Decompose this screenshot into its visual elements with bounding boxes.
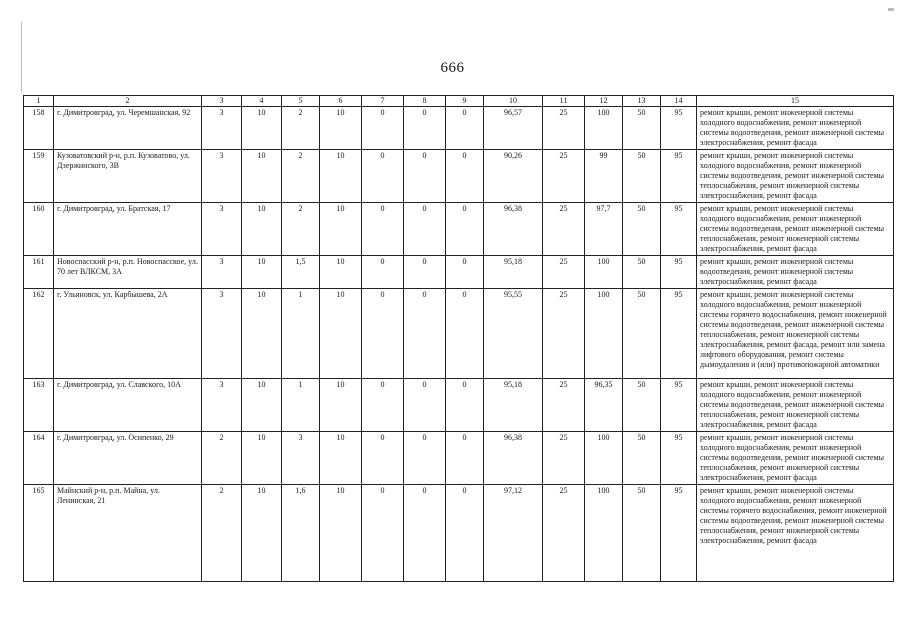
- value-cell: 10: [242, 150, 282, 203]
- row-number: 161: [24, 256, 54, 289]
- value-cell: 10: [320, 256, 362, 289]
- address-cell: г. Димитровград, ул. Славского, 10А: [54, 379, 202, 432]
- address-cell: г. Ульяновск, ул. Карбышева, 2А: [54, 289, 202, 379]
- value-cell: 100: [585, 432, 623, 485]
- value-cell: 95: [661, 256, 697, 289]
- value-cell: 3: [202, 150, 242, 203]
- value-cell: 95: [661, 432, 697, 485]
- value-cell: 25: [543, 256, 585, 289]
- value-cell: 0: [362, 256, 404, 289]
- value-cell: 95: [661, 203, 697, 256]
- scan-edge-mark: [21, 22, 22, 92]
- value-cell: 25: [543, 379, 585, 432]
- value-cell: 3: [202, 379, 242, 432]
- row-number: 160: [24, 203, 54, 256]
- address-cell: г. Димитровград, ул. Братская, 17: [54, 203, 202, 256]
- value-cell: 0: [362, 150, 404, 203]
- value-cell: 99: [585, 150, 623, 203]
- value-cell: 50: [623, 432, 661, 485]
- row-number: 159: [24, 150, 54, 203]
- value-cell: 0: [446, 289, 484, 379]
- value-cell: 25: [543, 150, 585, 203]
- works-cell: ремонт крыши, ремонт инженерной системы холодного водоснабжения, ремонт инженерной системы водоотведения, ремонт инженерной системы теплоснабжения, ремонт инженерной системы электроснабжения, ремонт фасада: [697, 203, 894, 256]
- score-cell: 97,12: [484, 485, 543, 582]
- value-cell: 0: [362, 107, 404, 150]
- value-cell: 0: [446, 150, 484, 203]
- value-cell: 0: [362, 379, 404, 432]
- works-cell: ремонт крыши, ремонт инженерной системы холодного водоснабжения, ремонт инженерной системы горячего водоснабжения, ремонт инженерной системы водоотведения, ремонт инженерной системы теплоснабжения, ремонт инженерной системы электроснабжения, ремонт фасада, ремонт или замена лифтового оборудования, ремонт системы дымоудаления и (или) противопожарной автоматики: [697, 289, 894, 379]
- column-number: 2: [54, 96, 202, 107]
- score-cell: 96,38: [484, 203, 543, 256]
- column-number: 6: [320, 96, 362, 107]
- column-number: 12: [585, 96, 623, 107]
- value-cell: 0: [362, 289, 404, 379]
- value-cell: 10: [320, 485, 362, 582]
- score-cell: 95,55: [484, 289, 543, 379]
- works-cell: ремонт крыши, ремонт инженерной системы водоотведения, ремонт инженерной системы электроснабжения, ремонт фасада: [697, 256, 894, 289]
- value-cell: 97,7: [585, 203, 623, 256]
- table-row: [24, 203, 894, 256]
- value-cell: 10: [242, 485, 282, 582]
- value-cell: 50: [623, 203, 661, 256]
- value-cell: 25: [543, 432, 585, 485]
- address-cell: Новоспасский р-н, р.п. Новоспасское, ул. 70 лет ВЛКСМ, 3А: [54, 256, 202, 289]
- value-cell: 3: [202, 289, 242, 379]
- column-number: 5: [282, 96, 320, 107]
- column-number: 7: [362, 96, 404, 107]
- value-cell: 25: [543, 107, 585, 150]
- table-row: [24, 432, 894, 485]
- value-cell: 10: [320, 107, 362, 150]
- value-cell: 95: [661, 485, 697, 582]
- column-number: 15: [697, 96, 894, 107]
- value-cell: 0: [446, 256, 484, 289]
- column-number-row: [24, 96, 894, 107]
- row-number: 163: [24, 379, 54, 432]
- value-cell: 2: [282, 150, 320, 203]
- works-cell: ремонт крыши, ремонт инженерной системы холодного водоснабжения, ремонт инженерной системы водоотведения, ремонт инженерной системы теплоснабжения, ремонт инженерной системы электроснабжения, ремонт фасада: [697, 150, 894, 203]
- value-cell: 10: [320, 150, 362, 203]
- value-cell: 50: [623, 485, 661, 582]
- address-cell: г. Димитровград, ул. Черемшанская, 92: [54, 107, 202, 150]
- value-cell: 1: [282, 379, 320, 432]
- score-cell: 96,38: [484, 432, 543, 485]
- row-number: 164: [24, 432, 54, 485]
- table-row: [24, 150, 894, 203]
- value-cell: 95: [661, 150, 697, 203]
- address-cell: Кузоватовский р-н, р.п. Кузоватово, ул. Дзержинского, 3В: [54, 150, 202, 203]
- value-cell: 2: [202, 432, 242, 485]
- value-cell: 100: [585, 289, 623, 379]
- column-number: 8: [404, 96, 446, 107]
- value-cell: 10: [242, 107, 282, 150]
- column-number: 3: [202, 96, 242, 107]
- value-cell: 0: [404, 485, 446, 582]
- value-cell: 0: [362, 485, 404, 582]
- page-number: 666: [440, 60, 465, 76]
- value-cell: 10: [320, 203, 362, 256]
- value-cell: 0: [446, 203, 484, 256]
- value-cell: 95: [661, 379, 697, 432]
- works-cell: ремонт крыши, ремонт инженерной системы холодного водоснабжения, ремонт инженерной системы горячего водоснабжения, ремонт инженерной системы водоотведения, ремонт инженерной системы теплоснабжения, ремонт инженерной системы электроснабжения, ремонт фасада: [697, 485, 894, 582]
- column-number: 13: [623, 96, 661, 107]
- column-number: 1: [24, 96, 54, 107]
- value-cell: 1,5: [282, 256, 320, 289]
- value-cell: 10: [320, 289, 362, 379]
- value-cell: 0: [446, 107, 484, 150]
- row-number: 158: [24, 107, 54, 150]
- column-number: 11: [543, 96, 585, 107]
- value-cell: 50: [623, 289, 661, 379]
- value-cell: 50: [623, 150, 661, 203]
- value-cell: 25: [543, 485, 585, 582]
- value-cell: 10: [320, 432, 362, 485]
- value-cell: 2: [282, 107, 320, 150]
- value-cell: 10: [242, 289, 282, 379]
- works-cell: ремонт крыши, ремонт инженерной системы холодного водоснабжения, ремонт инженерной системы водоотведения, ремонт инженерной системы теплоснабжения, ремонт инженерной системы электроснабжения, ремонт фасада: [697, 379, 894, 432]
- table-row: [24, 107, 894, 150]
- address-cell: Майнский р-н, р.п. Майна, ул. Ленинская, 21: [54, 485, 202, 582]
- value-cell: 0: [404, 432, 446, 485]
- value-cell: 0: [404, 379, 446, 432]
- value-cell: 100: [585, 256, 623, 289]
- row-number: 162: [24, 289, 54, 379]
- value-cell: 3: [202, 203, 242, 256]
- score-cell: 90,26: [484, 150, 543, 203]
- value-cell: 0: [404, 150, 446, 203]
- value-cell: 0: [446, 379, 484, 432]
- scan-dust-mark: [888, 8, 894, 11]
- value-cell: 10: [320, 379, 362, 432]
- column-number: 10: [484, 96, 543, 107]
- value-cell: 0: [404, 107, 446, 150]
- value-cell: 25: [543, 203, 585, 256]
- value-cell: 3: [282, 432, 320, 485]
- value-cell: 0: [446, 432, 484, 485]
- score-cell: 95,18: [484, 256, 543, 289]
- value-cell: 10: [242, 256, 282, 289]
- value-cell: 2: [202, 485, 242, 582]
- score-cell: 95,18: [484, 379, 543, 432]
- value-cell: 95: [661, 107, 697, 150]
- column-number: 9: [446, 96, 484, 107]
- value-cell: 0: [404, 256, 446, 289]
- column-number: 4: [242, 96, 282, 107]
- value-cell: 0: [362, 432, 404, 485]
- value-cell: 3: [202, 107, 242, 150]
- score-cell: 96,57: [484, 107, 543, 150]
- value-cell: 10: [242, 379, 282, 432]
- value-cell: 50: [623, 379, 661, 432]
- value-cell: 95: [661, 289, 697, 379]
- value-cell: 1: [282, 289, 320, 379]
- value-cell: 10: [242, 203, 282, 256]
- works-cell: ремонт крыши, ремонт инженерной системы холодного водоснабжения, ремонт инженерной системы водоотведения, ремонт инженерной системы электроснабжения, ремонт фасада: [697, 107, 894, 150]
- row-number: 165: [24, 485, 54, 582]
- value-cell: 0: [404, 289, 446, 379]
- value-cell: 100: [585, 485, 623, 582]
- repair-program-table: [23, 95, 894, 582]
- column-number: 14: [661, 96, 697, 107]
- works-cell: ремонт крыши, ремонт инженерной системы холодного водоснабжения, ремонт инженерной системы водоотведения, ремонт инженерной системы теплоснабжения, ремонт инженерной системы электроснабжения, ремонт фасада: [697, 432, 894, 485]
- value-cell: 0: [404, 203, 446, 256]
- value-cell: 1,6: [282, 485, 320, 582]
- value-cell: 0: [362, 203, 404, 256]
- table-row: [24, 289, 894, 379]
- table-row: [24, 485, 894, 582]
- address-cell: г. Димитровград, ул. Осипенко, 29: [54, 432, 202, 485]
- value-cell: 100: [585, 107, 623, 150]
- value-cell: 96,35: [585, 379, 623, 432]
- value-cell: 50: [623, 107, 661, 150]
- value-cell: 25: [543, 289, 585, 379]
- value-cell: 0: [446, 485, 484, 582]
- table-row: [24, 379, 894, 432]
- value-cell: 3: [202, 256, 242, 289]
- value-cell: 10: [242, 432, 282, 485]
- value-cell: 50: [623, 256, 661, 289]
- table-row: [24, 256, 894, 289]
- value-cell: 2: [282, 203, 320, 256]
